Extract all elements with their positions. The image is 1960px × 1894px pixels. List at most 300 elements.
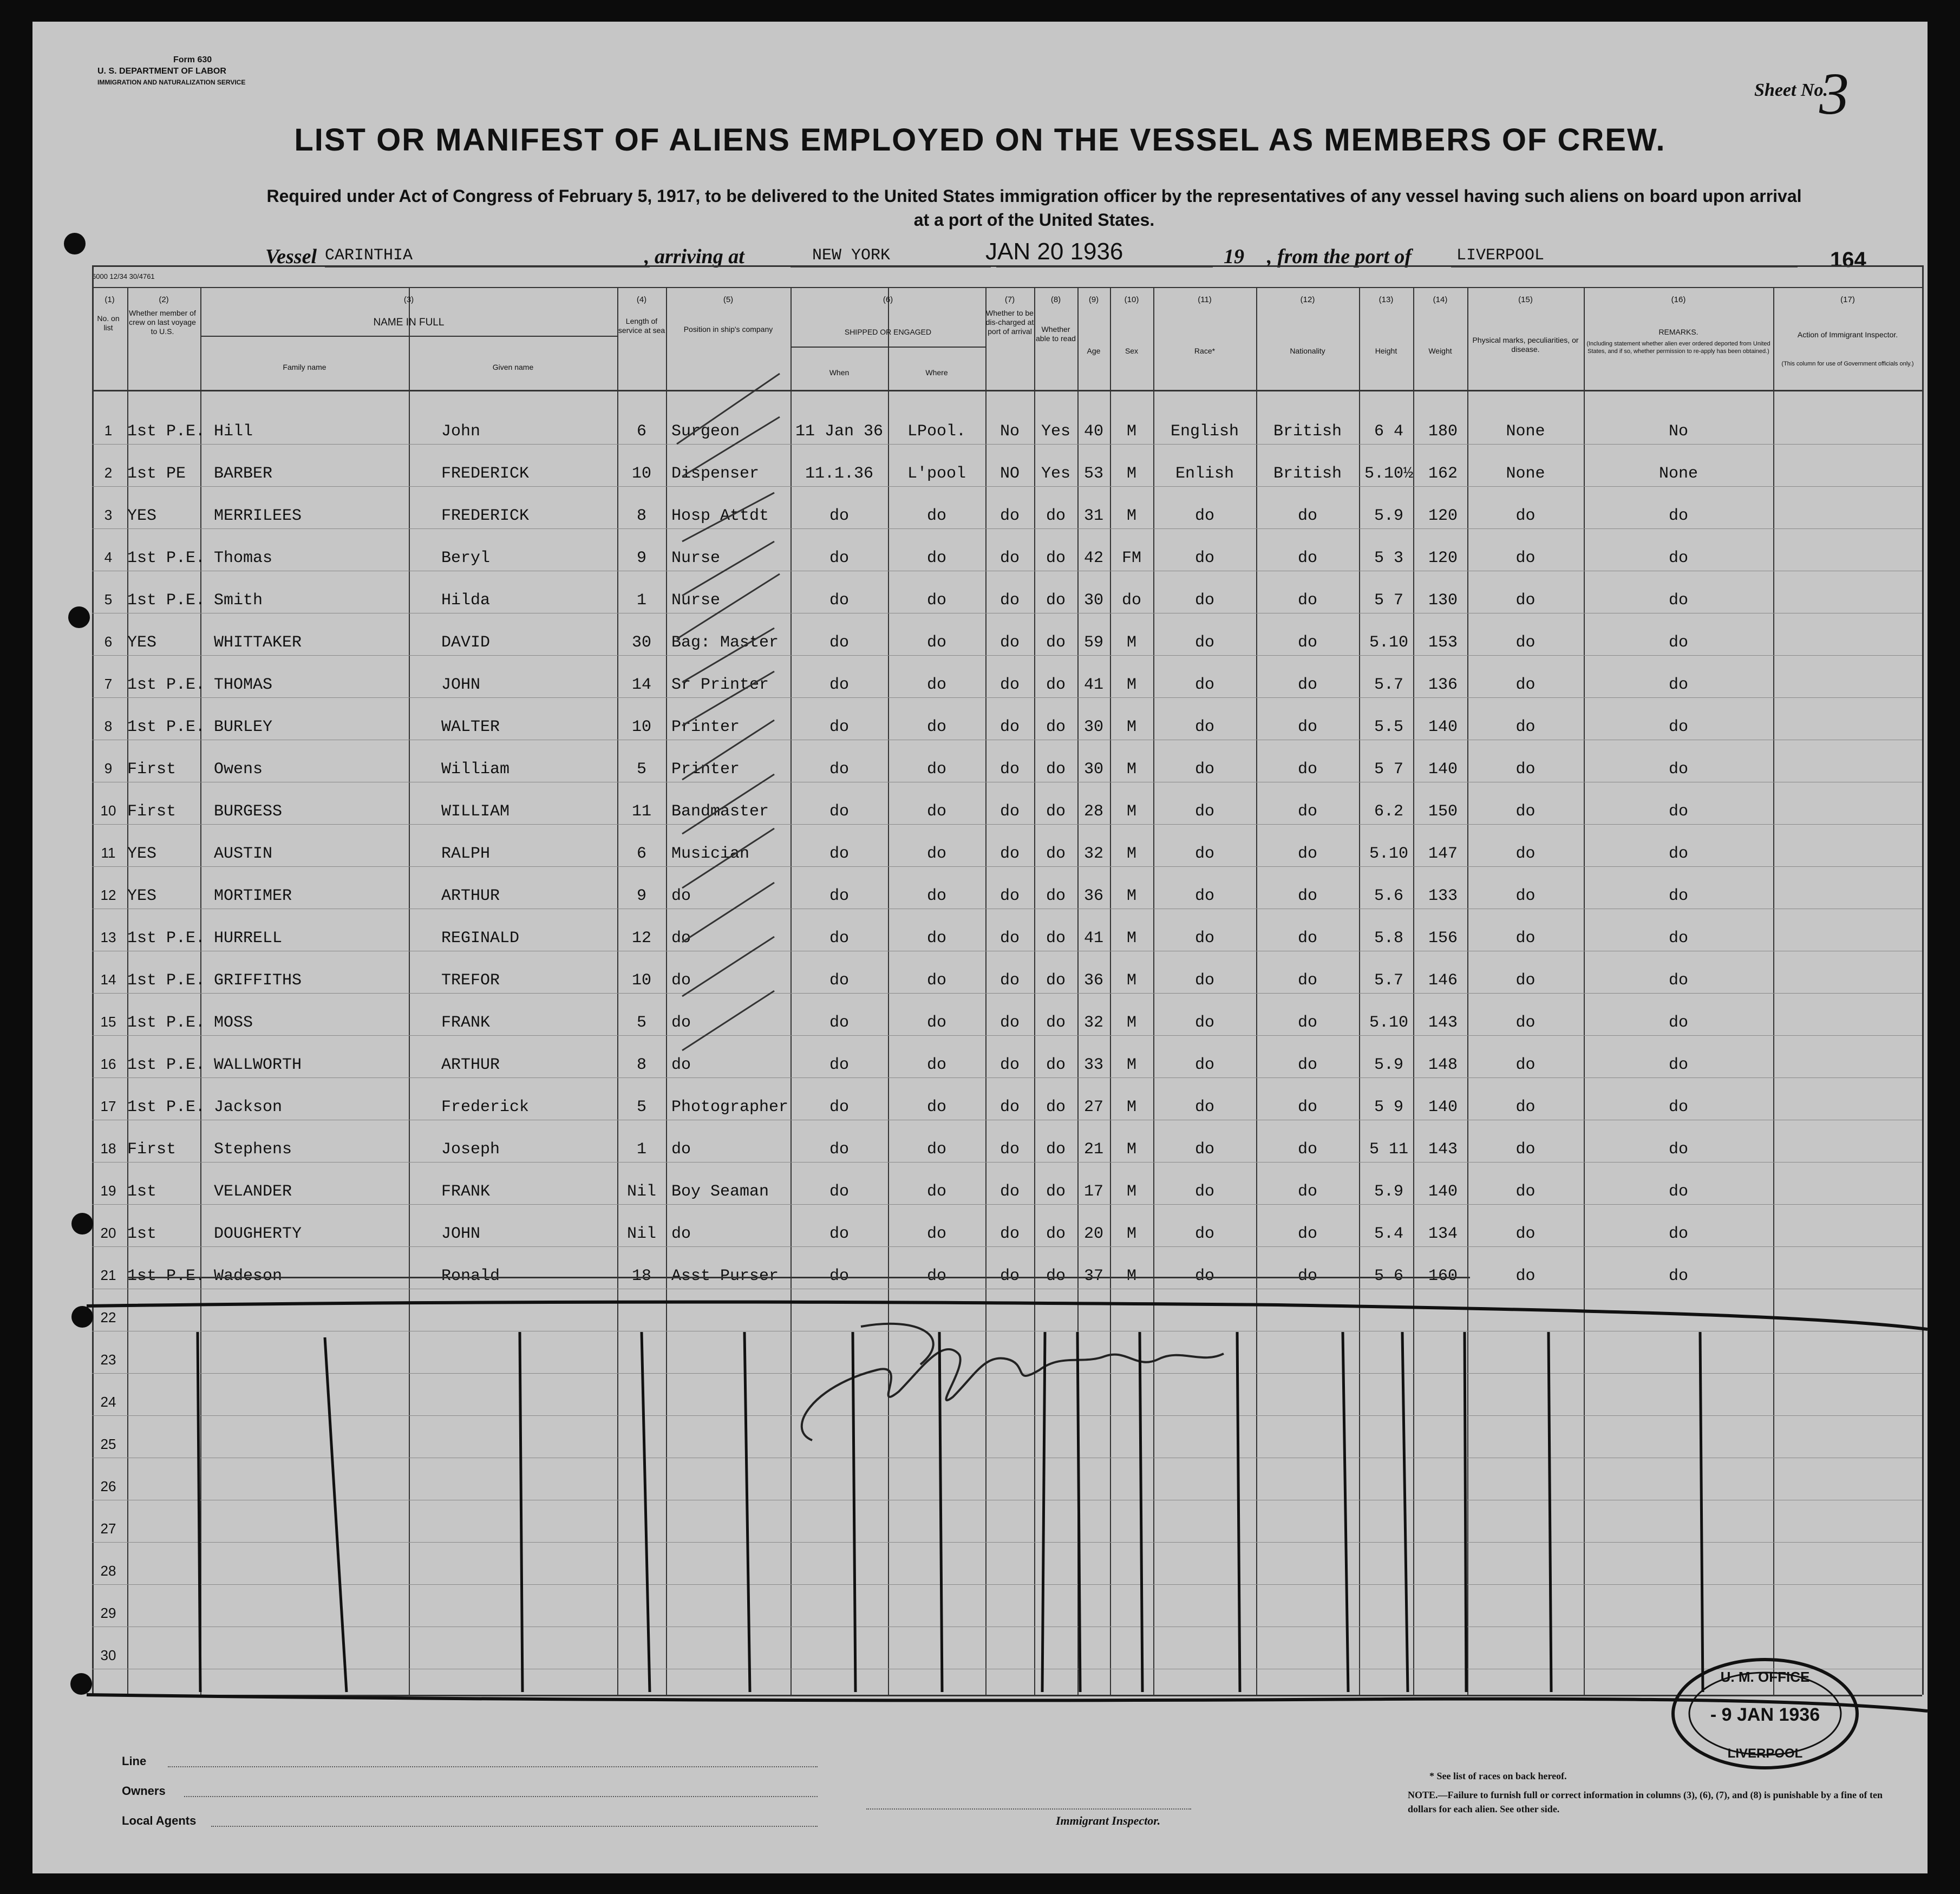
cell-nationality: do [1297, 591, 1317, 610]
cell-given: TREFOR [441, 971, 500, 990]
cell-family: MERRILEES [214, 507, 302, 525]
cell-remarks: do [1668, 1056, 1688, 1074]
local-agents-label: Local Agents [122, 1814, 197, 1827]
cell-family: BURGESS [214, 802, 283, 821]
cell-member: First [127, 760, 177, 779]
cell-service: 14 [631, 676, 651, 694]
cell-nationality: British [1273, 422, 1342, 441]
cell-race: do [1194, 1098, 1214, 1116]
header-length-service: Length of service at sea [618, 317, 665, 335]
cell-read: do [1046, 633, 1066, 652]
cell-remarks: do [1668, 802, 1688, 821]
cell-when: do [829, 887, 849, 905]
cell-service: 1 [636, 1140, 646, 1159]
cell-height: 5.10 [1369, 633, 1408, 652]
cell-age: 36 [1083, 887, 1103, 905]
cell-family: VELANDER [214, 1183, 292, 1201]
cell-given: FRANK [441, 1014, 491, 1032]
cell-remarks: do [1668, 760, 1688, 779]
cell-given: Beryl [441, 549, 491, 567]
cell-remarks: None [1658, 465, 1698, 483]
binder-hole [71, 1306, 93, 1328]
cell-read: do [1046, 1014, 1066, 1032]
cell-member: YES [127, 845, 157, 863]
cell-service: 10 [631, 718, 651, 736]
cell-given: Frederick [441, 1098, 530, 1116]
row-number: 8 [104, 718, 113, 734]
cell-weight: 120 [1428, 549, 1458, 567]
department-name: U. S. DEPARTMENT OF LABOR [97, 67, 226, 76]
cell-where: do [926, 1098, 946, 1116]
cell-sex: M [1126, 845, 1136, 863]
header-race: Race* [1194, 347, 1216, 355]
cell-physical: do [1515, 1183, 1536, 1201]
vessel-name: CARINTHIA [325, 246, 413, 265]
row-rule [92, 866, 1922, 867]
header-where: Where [925, 368, 948, 377]
cell-physical: do [1515, 887, 1536, 905]
cell-weight: 140 [1428, 760, 1458, 779]
row-number: 3 [104, 507, 113, 523]
cell-read: do [1046, 1140, 1066, 1159]
column-number: (12) [1300, 295, 1315, 304]
cell-age: 40 [1083, 422, 1103, 441]
stamp-date-text: - 9 JAN 1936 [1710, 1704, 1820, 1725]
sheet-number: 3 [1819, 61, 1849, 127]
cell-age: 33 [1083, 1056, 1103, 1074]
cell-physical: do [1515, 1014, 1536, 1032]
header-height: Height [1375, 347, 1397, 355]
cell-service: 8 [636, 1056, 646, 1074]
cell-sex: M [1126, 465, 1136, 483]
cell-discharged: do [999, 887, 1020, 905]
cell-given: RALPH [441, 845, 491, 863]
cell-discharged: do [999, 1225, 1020, 1243]
cell-read: do [1046, 591, 1066, 610]
row-strike-line [127, 1277, 1470, 1278]
cell-discharged: do [999, 507, 1020, 525]
header-when: When [829, 368, 850, 377]
cell-discharged: do [999, 760, 1020, 779]
cell-remarks: No [1668, 422, 1688, 441]
cell-age: 30 [1083, 718, 1103, 736]
cell-weight: 156 [1428, 929, 1458, 948]
cell-service: 1 [636, 591, 646, 610]
cell-family: MORTIMER [214, 887, 292, 905]
cell-height: 5 6 [1374, 1267, 1403, 1285]
cell-remarks: do [1668, 718, 1688, 736]
cell-sex: M [1126, 760, 1136, 779]
cell-given: WILLIAM [441, 802, 510, 821]
sheet-label: Sheet No. [1754, 80, 1828, 100]
cell-race: do [1194, 591, 1214, 610]
cell-remarks: do [1668, 591, 1688, 610]
departure-port: LIVERPOOL [1456, 246, 1545, 265]
cell-age: 21 [1083, 1140, 1103, 1159]
cell-service: 5 [636, 760, 646, 779]
cell-age: 41 [1083, 676, 1103, 694]
cell-position: Printer [671, 760, 740, 779]
cell-read: do [1046, 929, 1066, 948]
header-bottom-border [92, 390, 1922, 391]
cell-nationality: do [1297, 802, 1317, 821]
cell-given: FRANK [441, 1183, 491, 1201]
cell-remarks: do [1668, 1140, 1688, 1159]
cell-age: 20 [1083, 1225, 1103, 1243]
cell-where: do [926, 591, 946, 610]
cell-position: Asst Purser [671, 1267, 779, 1285]
cell-family: Hill [214, 422, 253, 441]
column-number: (6) [883, 295, 893, 304]
row-number: 16 [100, 1056, 116, 1072]
cell-member: 1st P.E. [127, 971, 206, 990]
cell-weight: 143 [1428, 1014, 1458, 1032]
ditto-strokes [666, 368, 796, 1397]
cell-weight: 143 [1428, 1140, 1458, 1159]
cell-race: do [1194, 1183, 1214, 1201]
cell-given: John [441, 422, 481, 441]
cell-remarks: do [1668, 1014, 1688, 1032]
header-able-read: Whether able to read [1036, 325, 1076, 343]
cell-read: Yes [1041, 465, 1070, 483]
cell-weight: 146 [1428, 971, 1458, 990]
cell-sex: M [1126, 718, 1136, 736]
cell-physical: do [1515, 971, 1536, 990]
cell-age: 59 [1083, 633, 1103, 652]
cell-where: do [926, 1056, 946, 1074]
cell-given: JOHN [441, 676, 481, 694]
cell-where: do [926, 1014, 946, 1032]
cell-when: do [829, 549, 849, 567]
table-rule [92, 287, 1922, 288]
header-position: Position in ship's company [683, 325, 773, 334]
cell-family: THOMAS [214, 676, 273, 694]
cell-where: do [926, 971, 946, 990]
cell-family: BURLEY [214, 718, 273, 736]
cell-race: English [1170, 422, 1239, 441]
cell-physical: do [1515, 845, 1536, 863]
cell-weight: 140 [1428, 1183, 1458, 1201]
row-rule [92, 1077, 1922, 1078]
cell-when: do [829, 929, 849, 948]
cell-age: 32 [1083, 845, 1103, 863]
cell-height: 6 4 [1374, 422, 1403, 441]
cell-when: do [829, 1140, 849, 1159]
cell-service: 12 [631, 929, 651, 948]
cell-height: 5.6 [1374, 887, 1403, 905]
cell-when: do [829, 676, 849, 694]
cell-age: 42 [1083, 549, 1103, 567]
cell-sex: M [1126, 1140, 1136, 1159]
vessel-label: Vessel [265, 245, 317, 268]
cell-physical: do [1515, 1098, 1536, 1116]
cell-remarks: do [1668, 971, 1688, 990]
cell-read: do [1046, 507, 1066, 525]
cell-when: do [829, 1183, 849, 1201]
page-subtitle: Required under Act of Congress of February 5, 1917, to be delivered to the United States immigration officer by the representatives of any vessel having such aliens on board upon arrival at a port of the United States. [266, 186, 1802, 230]
header-nationality: Nationality [1290, 347, 1325, 355]
cell-member: 1st P.E. [127, 1056, 206, 1074]
header-age: Age [1087, 347, 1101, 355]
cell-where: do [926, 802, 946, 821]
column-number: (8) [1050, 295, 1061, 304]
cell-physical: None [1506, 465, 1545, 483]
cell-member: 1st P.E. [127, 718, 206, 736]
cell-given: REGINALD [441, 929, 520, 948]
cell-discharged: do [999, 676, 1020, 694]
cell-given: Ronald [441, 1267, 500, 1285]
cell-where: do [926, 887, 946, 905]
cell-height: 5.10 [1369, 1014, 1408, 1032]
cell-discharged: do [999, 802, 1020, 821]
line-field [168, 1766, 818, 1767]
cell-nationality: do [1297, 1267, 1317, 1285]
cell-age: 53 [1083, 465, 1103, 483]
column-number: (3) [403, 295, 414, 304]
cell-weight: 148 [1428, 1056, 1458, 1074]
cell-family: MOSS [214, 1014, 253, 1032]
cell-discharged: do [999, 1014, 1020, 1032]
cell-when: do [829, 1014, 849, 1032]
cell-sex: M [1126, 887, 1136, 905]
cell-given: FREDERICK [441, 465, 530, 483]
row-number: 26 [100, 1478, 116, 1494]
header-remarks: REMARKS. [1658, 328, 1698, 336]
cell-where: L'pool [907, 465, 966, 483]
column-number: (14) [1433, 295, 1448, 304]
cell-race: do [1194, 1056, 1214, 1074]
cell-remarks: do [1668, 887, 1688, 905]
cell-where: do [926, 760, 946, 779]
inspector-label: Immigrant Inspector. [1056, 1814, 1161, 1827]
cell-position: Nurse [671, 549, 721, 567]
cell-race: do [1194, 1267, 1214, 1285]
cell-family: Wadeson [214, 1267, 283, 1285]
cell-service: 8 [636, 507, 646, 525]
cell-age: 27 [1083, 1098, 1103, 1116]
cell-nationality: do [1297, 760, 1317, 779]
cell-where: do [926, 1183, 946, 1201]
cell-sex: M [1126, 929, 1136, 948]
column-number: (16) [1671, 295, 1686, 304]
cell-where: do [926, 718, 946, 736]
cell-height: 5.8 [1374, 929, 1403, 948]
cell-where: do [926, 1225, 946, 1243]
from-port-label: , from the port of [1267, 245, 1412, 268]
cell-member: YES [127, 507, 157, 525]
cell-age: 31 [1083, 507, 1103, 525]
cell-race: do [1194, 929, 1214, 948]
page-title: LIST OR MANIFEST OF ALIENS EMPLOYED ON THE VESSEL AS MEMBERS OF CREW. [294, 122, 1666, 158]
cell-sex: M [1126, 1056, 1136, 1074]
row-rule [92, 1035, 1922, 1036]
cell-physical: do [1515, 718, 1536, 736]
cell-service: 11 [631, 802, 651, 821]
service-name: IMMIGRATION AND NATURALIZATION SERVICE [97, 79, 246, 86]
cell-when: do [829, 1098, 849, 1116]
cell-read: do [1046, 676, 1066, 694]
binder-hole [71, 1213, 93, 1235]
row-number: 30 [100, 1647, 116, 1663]
cell-sex: FM [1121, 549, 1141, 567]
owners-label: Owners [122, 1784, 166, 1798]
cell-weight: 153 [1428, 633, 1458, 652]
cell-weight: 180 [1428, 422, 1458, 441]
cell-nationality: do [1297, 633, 1317, 652]
cell-age: 36 [1083, 971, 1103, 990]
cell-discharged: do [999, 549, 1020, 567]
cell-weight: 130 [1428, 591, 1458, 610]
cell-given: JOHN [441, 1225, 481, 1243]
row-number: 17 [100, 1098, 116, 1114]
cell-height: 6.2 [1374, 802, 1403, 821]
page-number: 164 [1830, 248, 1866, 272]
cell-position: do [671, 929, 691, 948]
row-number: 19 [100, 1183, 116, 1199]
cell-remarks: do [1668, 1267, 1688, 1285]
cell-nationality: do [1297, 887, 1317, 905]
cell-race: do [1194, 802, 1214, 821]
cell-sex: M [1126, 676, 1136, 694]
arrival-date-stamp: JAN 20 1936 [985, 238, 1123, 265]
cell-height: 5 11 [1369, 1140, 1408, 1159]
cell-height: 5.4 [1374, 1225, 1403, 1243]
owners-field [184, 1796, 818, 1797]
cell-read: do [1046, 971, 1066, 990]
cell-where: do [926, 929, 946, 948]
cell-race: do [1194, 760, 1214, 779]
header-remarks-note: (Including statement whether alien ever ordered deported from United States, and if so, whether permission to re-apply has been obtained.) [1586, 341, 1770, 355]
cell-discharged: do [999, 1056, 1020, 1074]
cell-given: Hilda [441, 591, 491, 610]
cell-service: 30 [631, 633, 651, 652]
cell-discharged: do [999, 718, 1020, 736]
row-number: 1 [104, 422, 113, 439]
cell-height: 5 7 [1374, 760, 1403, 779]
cell-sex: M [1126, 422, 1136, 441]
row-number: 29 [100, 1605, 116, 1621]
cell-nationality: do [1297, 1014, 1317, 1032]
column-number: (15) [1518, 295, 1533, 304]
cell-race: do [1194, 676, 1214, 694]
cell-nationality: do [1297, 1225, 1317, 1243]
cell-remarks: do [1668, 633, 1688, 652]
cell-sex: M [1126, 1267, 1136, 1285]
cell-where: do [926, 507, 946, 525]
column-number: (9) [1088, 295, 1099, 304]
cell-nationality: do [1297, 1056, 1317, 1074]
row-number: 24 [100, 1394, 116, 1410]
row-number: 6 [104, 633, 113, 650]
cell-physical: do [1515, 1056, 1536, 1074]
cell-sex: M [1126, 1098, 1136, 1116]
header-shipped-engaged: SHIPPED OR ENGAGED [844, 328, 932, 336]
cell-when: do [829, 971, 849, 990]
year-label: 19 [1224, 245, 1244, 268]
binder-hole [64, 233, 86, 254]
cell-physical: do [1515, 633, 1536, 652]
stamp-bottom-text: LIVERPOOL [1727, 1746, 1803, 1761]
cell-family: BARBER [214, 465, 273, 483]
cell-where: do [926, 676, 946, 694]
cell-given: FREDERICK [441, 507, 530, 525]
header-physical: Physical marks, peculiarities, or disease. [1472, 336, 1579, 354]
cell-race: do [1194, 971, 1214, 990]
cell-read: do [1046, 718, 1066, 736]
cell-physical: do [1515, 591, 1536, 610]
cell-service: 10 [631, 971, 651, 990]
cell-given: ARTHUR [441, 1056, 500, 1074]
footnote-penalty: NOTE.—Failure to furnish full or correct information in columns (3), (6), (7), and (8) is punishable by a fine of ten dollars for each alien. See other side. [1408, 1789, 1883, 1814]
column-number: (13) [1378, 295, 1394, 304]
form-identifier [97, 54, 336, 88]
cell-member: 1st P.E. [127, 422, 206, 441]
row-rule [92, 655, 1922, 656]
row-number: 14 [100, 971, 116, 988]
cell-read: do [1046, 887, 1066, 905]
cell-physical: do [1515, 760, 1536, 779]
cell-nationality: do [1297, 929, 1317, 948]
cell-position: do [671, 1225, 691, 1243]
column-number: (1) [104, 295, 115, 304]
cell-weight: 162 [1428, 465, 1458, 483]
cell-service: 5 [636, 1098, 646, 1116]
cell-height: 5.7 [1374, 676, 1403, 694]
cell-race: do [1194, 1140, 1214, 1159]
row-rule [92, 1246, 1922, 1247]
cell-family: AUSTIN [214, 845, 273, 863]
header-family-name: Family name [283, 363, 326, 371]
cell-family: HURRELL [214, 929, 283, 948]
cell-remarks: do [1668, 549, 1688, 567]
cell-when: 11 Jan 36 [795, 422, 884, 441]
cell-given: Joseph [441, 1140, 500, 1159]
cell-height: 5 9 [1374, 1098, 1403, 1116]
cell-discharged: do [999, 971, 1020, 990]
cell-race: do [1194, 507, 1214, 525]
cell-nationality: British [1273, 465, 1342, 483]
manifest-sheet [32, 22, 1928, 1873]
cell-weight: 140 [1428, 718, 1458, 736]
cell-height: 5.9 [1374, 1056, 1403, 1074]
cell-given: WALTER [441, 718, 500, 736]
column-number: (10) [1124, 295, 1139, 304]
cell-read: do [1046, 1267, 1066, 1285]
cell-nationality: do [1297, 845, 1317, 863]
cell-race: do [1194, 845, 1214, 863]
cell-position: do [671, 1014, 691, 1032]
cell-discharged: do [999, 1098, 1020, 1116]
cell-read: do [1046, 1225, 1066, 1243]
cell-discharged: do [999, 633, 1020, 652]
closing-lines [87, 1299, 1928, 1733]
cell-position: Surgeon [671, 422, 740, 441]
cell-read: do [1046, 1056, 1066, 1074]
row-number: 27 [100, 1520, 116, 1537]
cell-family: Stephens [214, 1140, 292, 1159]
cell-height: 5.9 [1374, 1183, 1403, 1201]
cell-member: 1st P.E. [127, 676, 206, 694]
column-number: (17) [1840, 295, 1855, 304]
cell-read: do [1046, 845, 1066, 863]
row-number: 20 [100, 1225, 116, 1241]
cell-when: do [829, 718, 849, 736]
cell-family: Jackson [214, 1098, 283, 1116]
cell-height: 5 7 [1374, 591, 1403, 610]
row-number: 4 [104, 549, 113, 565]
cell-remarks: do [1668, 845, 1688, 863]
cell-race: do [1194, 887, 1214, 905]
